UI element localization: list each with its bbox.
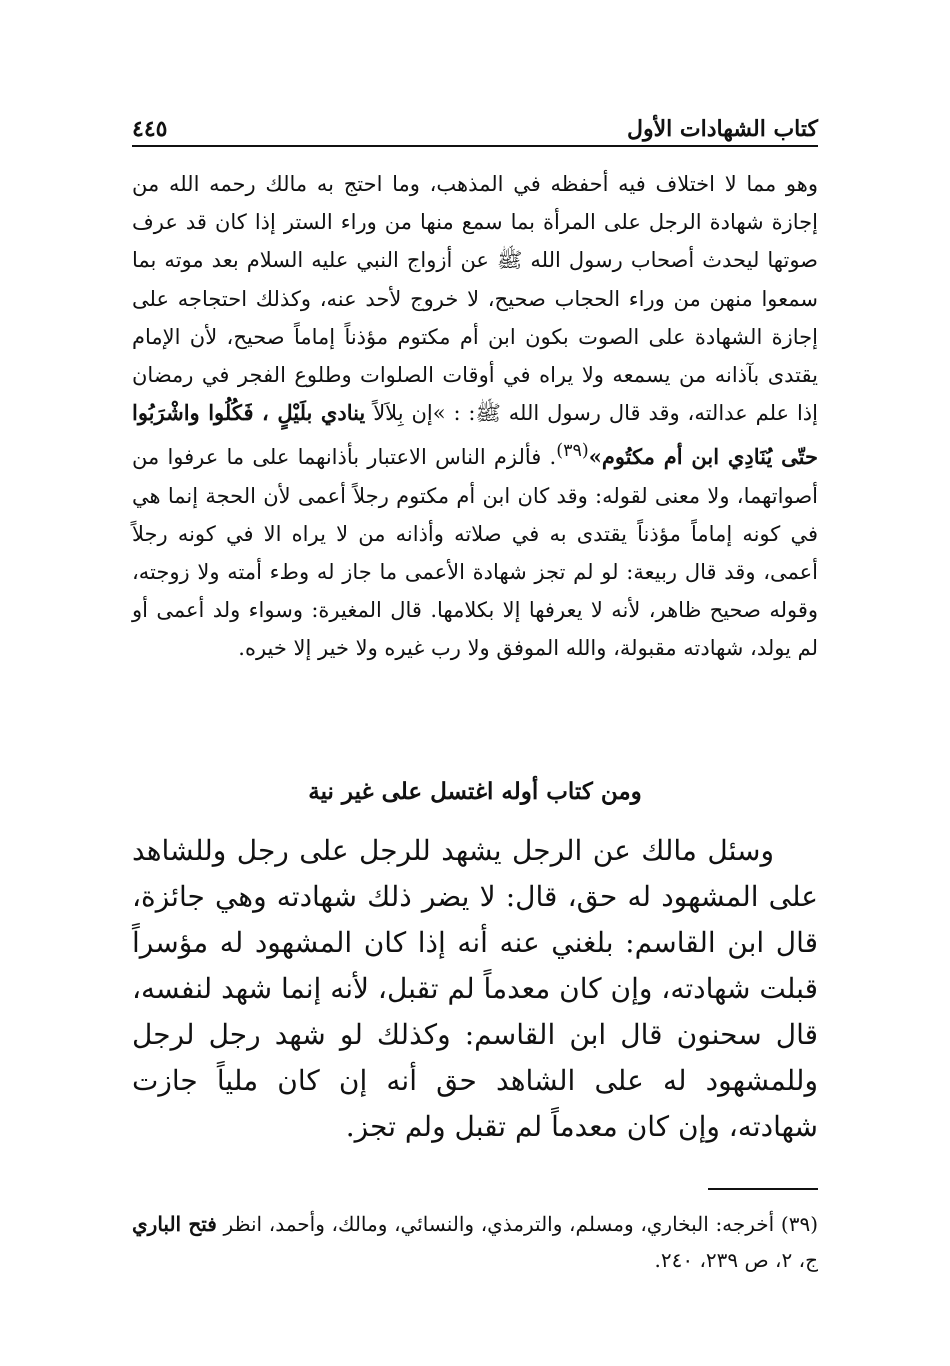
hadith-quote: ينادي بلَيْلٍ ، فَكُلُوا واشْرَبُوا حتّى يُنَادِي ابن أم مكتُوم» xyxy=(132,400,818,470)
running-title: كتاب الشهادات الأول xyxy=(626,116,818,142)
footnote-rule xyxy=(708,1188,818,1190)
footnote-text: أخرجه: البخاري، ومسلم، والترمذي، والنسائي، ومالك، وأحمد، انظر xyxy=(223,1212,775,1236)
page-number: ٤٤٥ xyxy=(132,116,168,142)
section-paragraph xyxy=(132,828,818,1150)
main-paragraph xyxy=(132,165,818,668)
paragraph-text-continued: . فألزم الناس الاعتبار بأذانهما على ما عرفوا من أصواتهما، ولا معنى لقوله: وقد كان ابن أم مكتوم رجلاً أعمى لأن الحجة إنما هي في كونه إماماً مؤذناً يقتدى به في صلاته وأذانه من لا يراه الا في كونه رجلاً أعمى، وقد قال ربيعة: لو لم تجز شهادة الأعمى ما جاز له وطء أمته ولا زوجته، وقوله صحيح ظاهر، لأنه لا يعرفها إلا بكلامها. قال المغيرة: وسواء ولد أعمى أو لم يولد، شهادته مقبولة، والله الموفق ولا رب غيره ولا خير إلا خيره. xyxy=(132,445,818,661)
footnote-ref: (٣٩) xyxy=(556,441,589,462)
section-heading: ومن كتاب أوله اغتسل على غير نية xyxy=(308,778,642,805)
header-rule xyxy=(132,145,818,147)
footnote-number: (٣٩) xyxy=(780,1212,819,1236)
section-text: وسئل مالك عن الرجل يشهد للرجل على رجل وللشاهد على المشهود له حق، قال: لا يضر ذلك شهادته وهي جائزة، قال ابن القاسم: بلغني عنه أنه إذا كان المشهود له مؤسراً قبلت شهادته، وإن كان معدماً لم تقبل، لأنه إنما شهد لنفسه، قال سحنون قال ابن القاسم: وكذلك لو شهد رجل لرجل وللمشهود له على الشاهد حق أنه إن كان ملياً جازت شهادته، وإن كان معدماً لم تقبل ولم تجز. xyxy=(132,834,818,1143)
page-header xyxy=(132,108,818,142)
footnote xyxy=(132,1206,818,1278)
footnote-text-after: ج، ٢، ص ٢٣٩، ٢٤٠. xyxy=(654,1248,818,1272)
footnote-source: فتح الباري xyxy=(132,1212,217,1236)
paragraph-text: وهو مما لا اختلاف فيه أحفظه في المذهب، وما احتج به مالك رحمه الله من إجازة شهادة الرجل على المرأة بما سمع منها من وراء الستر إذا كان قد عرف صوتها ليحدث أصحاب رسول الله ﷺ عن أزواج النبي عليه السلام بعد موته بما سمعوا منهن من وراء الحجاب صحيح، لا خروج لأحد عنه، وكذلك احتجاجه على إجازة الشهادة على الصوت بكون ابن أم مكتوم مؤذناً إماماً صحيح، لأن الإمام يقتدى بآذانه من يسمعه ولا يراه في أوقات الصلوات وطلوع الفجر في رمضان إذا علم عدالته، وقد قال رسول الله ﷺ: : »إن بِلاَلاً xyxy=(132,172,818,426)
